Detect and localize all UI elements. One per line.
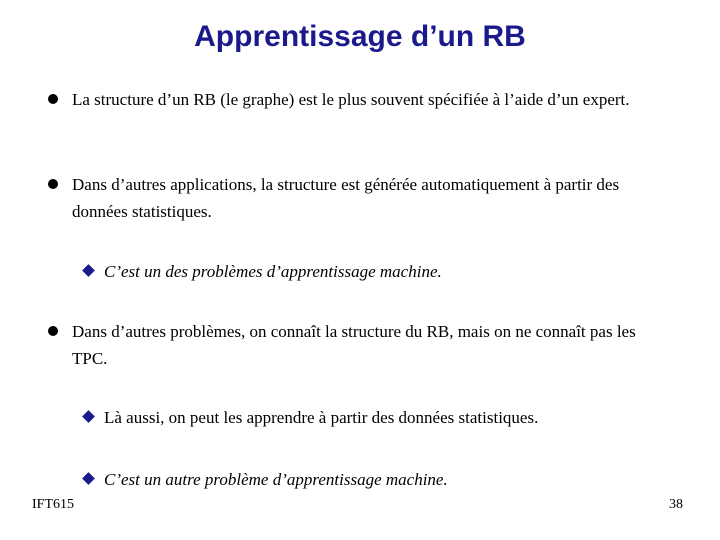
sub-bullet-item <box>84 258 644 285</box>
footer-course: IFT615 <box>32 497 74 512</box>
bullet-dot-icon <box>48 179 58 189</box>
slide-title: Apprentissage d’un RB <box>194 20 526 53</box>
bullet-dot-icon <box>48 94 58 104</box>
sub-bullet-item <box>84 404 644 431</box>
bullet-item <box>48 318 658 372</box>
sub-bullet-text: C’est un autre problème d’apprentissage machine. <box>104 470 448 489</box>
diamond-bullet-icon <box>82 472 95 485</box>
diamond-bullet-icon <box>82 264 95 277</box>
bullet-text: Dans d’autres problèmes, on connaît la structure du RB, mais on ne connaît pas les TPC. <box>72 322 636 368</box>
bullet-text: La structure d’un RB (le graphe) est le plus souvent spécifiée à l’aide d’un expert. <box>72 90 630 109</box>
bullet-item <box>48 86 658 113</box>
sub-bullet-text: C’est un des problèmes d’apprentissage machine. <box>104 262 442 281</box>
sub-bullet-item <box>84 466 644 493</box>
page-number: 38 <box>669 497 683 512</box>
sub-bullet-text: Là aussi, on peut les apprendre à partir des données statistiques. <box>104 408 539 427</box>
bullet-text: Dans d’autres applications, la structure est générée automatiquement à partir des données statistiques. <box>72 175 620 221</box>
bullet-dot-icon <box>48 326 58 336</box>
diamond-bullet-icon <box>82 410 95 423</box>
bullet-item <box>48 171 658 225</box>
